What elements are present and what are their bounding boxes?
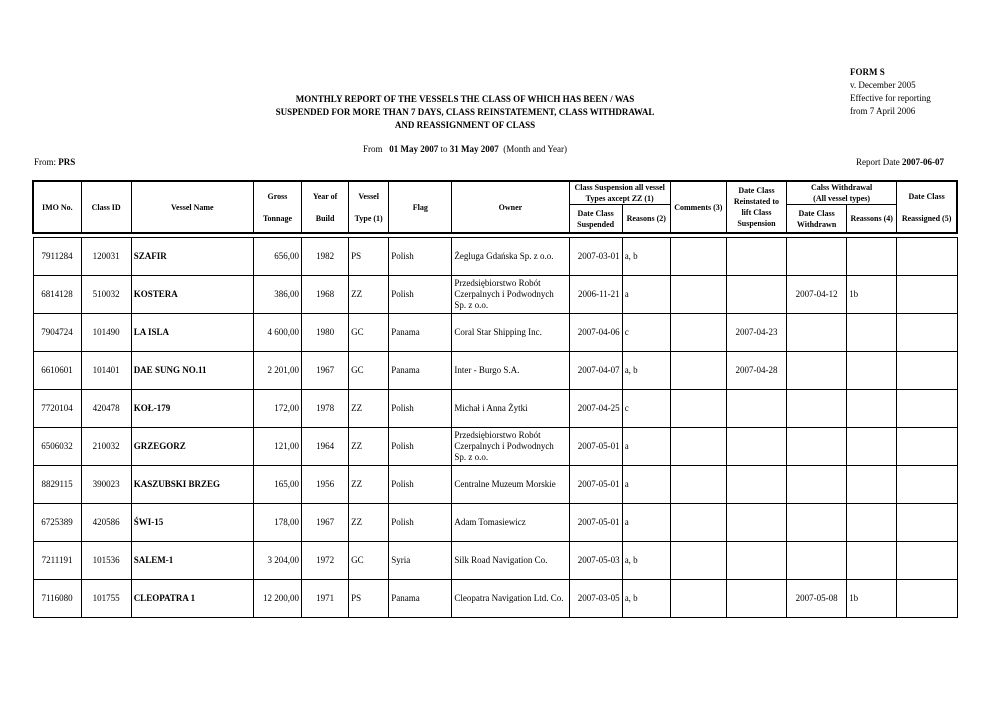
cell-imo: 7904724 bbox=[33, 314, 81, 352]
table-row bbox=[33, 314, 957, 352]
cell-vessel-name: CLEOPATRA 1 bbox=[131, 580, 253, 618]
cell-date-reinstated bbox=[726, 542, 786, 580]
form-info bbox=[850, 66, 931, 118]
cell-imo: 6725389 bbox=[33, 504, 81, 542]
cell-date-reinstated bbox=[726, 276, 786, 314]
cell-class-id: 101401 bbox=[81, 352, 131, 390]
report-title bbox=[200, 93, 730, 132]
cell-reasons-4 bbox=[847, 390, 897, 428]
cell-comments bbox=[670, 542, 726, 580]
cell-owner: Żegluga Gdańska Sp. z o.o. bbox=[452, 238, 569, 276]
cell-vessel-type: PS bbox=[349, 580, 389, 618]
cell-gross-tonnage: 121,00 bbox=[253, 428, 301, 466]
cell-vessel-type: GC bbox=[349, 542, 389, 580]
cell-reasons-4 bbox=[847, 504, 897, 542]
cell-gross-tonnage: 178,00 bbox=[253, 504, 301, 542]
table-row bbox=[33, 542, 957, 580]
table-row bbox=[33, 390, 957, 428]
cell-flag: Panama bbox=[389, 352, 452, 390]
report-date-value: 2007-06-07 bbox=[902, 157, 944, 167]
cell-date-suspended: 2007-05-01 bbox=[569, 466, 622, 504]
cell-date-reassigned bbox=[897, 352, 957, 390]
cell-date-withdrawn bbox=[787, 428, 847, 466]
header-imo: IMO No. bbox=[33, 181, 81, 233]
cell-date-reinstated bbox=[726, 428, 786, 466]
cell-date-reassigned bbox=[897, 276, 957, 314]
header-flag: Flag bbox=[389, 181, 452, 233]
cell-owner: Inter - Burgo S.A. bbox=[452, 352, 569, 390]
cell-reasons-2: a, b bbox=[622, 580, 670, 618]
cell-reasons-2: a, b bbox=[622, 352, 670, 390]
cell-comments bbox=[670, 276, 726, 314]
header-owner: Owner bbox=[452, 181, 569, 233]
cell-gross-tonnage: 165,00 bbox=[253, 466, 301, 504]
cell-flag: Panama bbox=[389, 314, 452, 352]
cell-comments bbox=[670, 466, 726, 504]
report-period bbox=[300, 144, 630, 154]
period-from-label: From bbox=[362, 144, 383, 154]
cell-reasons-4: 1b bbox=[847, 276, 897, 314]
cell-reasons-4: 1b bbox=[847, 580, 897, 618]
form-effective-1: Effective for reporting bbox=[850, 93, 931, 103]
cell-date-withdrawn bbox=[787, 466, 847, 504]
cell-date-reinstated bbox=[726, 390, 786, 428]
cell-owner: Przedsiębiorstwo Robót Czerpalnych i Podwodnych Sp. z o.o. bbox=[452, 276, 569, 314]
cell-vessel-name: KASZUBSKI BRZEG bbox=[131, 466, 253, 504]
header-reasons-4: Reassons (4) bbox=[847, 205, 897, 234]
cell-vessel-type: ZZ bbox=[349, 466, 389, 504]
cell-year: 1968 bbox=[302, 276, 349, 314]
cell-flag: Panama bbox=[389, 580, 452, 618]
cell-date-reinstated bbox=[726, 238, 786, 276]
table-row bbox=[33, 352, 957, 390]
cell-gross-tonnage: 12 200,00 bbox=[253, 580, 301, 618]
form-version: v. December 2005 bbox=[850, 80, 916, 90]
cell-comments bbox=[670, 428, 726, 466]
cell-date-reinstated bbox=[726, 466, 786, 504]
cell-date-suspended: 2006-11-21 bbox=[569, 276, 622, 314]
cell-year: 1972 bbox=[302, 542, 349, 580]
cell-year: 1980 bbox=[302, 314, 349, 352]
cell-flag: Polish bbox=[389, 238, 452, 276]
cell-vessel-type: ZZ bbox=[349, 390, 389, 428]
cell-reasons-2: c bbox=[622, 314, 670, 352]
cell-gross-tonnage: 3 204,00 bbox=[253, 542, 301, 580]
cell-imo: 6814128 bbox=[33, 276, 81, 314]
cell-reasons-4 bbox=[847, 428, 897, 466]
cell-date-reinstated: 2007-04-28 bbox=[726, 352, 786, 390]
cell-vessel-name: DAE SUNG NO.11 bbox=[131, 352, 253, 390]
header-date-suspended: Date Class Suspended bbox=[569, 205, 622, 234]
cell-reasons-2: a, b bbox=[622, 542, 670, 580]
cell-date-suspended: 2007-03-01 bbox=[569, 238, 622, 276]
title-line-1: MONTHLY REPORT OF THE VESSELS THE CLASS OF WHICH HAS BEEN / WAS bbox=[295, 94, 635, 104]
cell-date-suspended: 2007-04-25 bbox=[569, 390, 622, 428]
cell-imo: 6610601 bbox=[33, 352, 81, 390]
cell-comments bbox=[670, 352, 726, 390]
cell-date-withdrawn bbox=[787, 504, 847, 542]
cell-flag: Polish bbox=[389, 504, 452, 542]
from-value: PRS bbox=[58, 157, 76, 167]
cell-reasons-4 bbox=[847, 314, 897, 352]
cell-year: 1967 bbox=[302, 504, 349, 542]
title-line-3: AND REASSIGNMENT OF CLASS bbox=[394, 120, 536, 130]
table-row bbox=[33, 504, 957, 542]
cell-flag: Syria bbox=[389, 542, 452, 580]
cell-date-reinstated: 2007-04-23 bbox=[726, 314, 786, 352]
vessel-rows bbox=[33, 238, 957, 618]
header-class-id: Class ID bbox=[81, 181, 131, 233]
cell-vessel-name: ŚWI-15 bbox=[131, 504, 253, 542]
cell-vessel-type: GC bbox=[349, 314, 389, 352]
cell-gross-tonnage: 172,00 bbox=[253, 390, 301, 428]
cell-date-reassigned bbox=[897, 504, 957, 542]
cell-class-id: 120031 bbox=[81, 238, 131, 276]
cell-reasons-2: a bbox=[622, 428, 670, 466]
cell-imo: 7911284 bbox=[33, 238, 81, 276]
cell-comments bbox=[670, 238, 726, 276]
cell-vessel-type: PS bbox=[349, 238, 389, 276]
cell-reasons-2: a bbox=[622, 466, 670, 504]
cell-flag: Polish bbox=[389, 466, 452, 504]
cell-gross-tonnage: 386,00 bbox=[253, 276, 301, 314]
cell-date-suspended: 2007-05-01 bbox=[569, 504, 622, 542]
table-row bbox=[33, 466, 957, 504]
header-vessel-name: Vessel Name bbox=[131, 181, 253, 233]
cell-reasons-4 bbox=[847, 352, 897, 390]
cell-year: 1982 bbox=[302, 238, 349, 276]
cell-vessel-name: GRZEGORZ bbox=[131, 428, 253, 466]
cell-date-reassigned bbox=[897, 390, 957, 428]
title-line-2: SUSPENDED FOR MORE THAN 7 DAYS, CLASS REINSTATEMENT, CLASS WITHDRAWAL bbox=[275, 107, 655, 117]
cell-flag: Polish bbox=[389, 390, 452, 428]
cell-date-reassigned bbox=[897, 542, 957, 580]
cell-imo: 6506032 bbox=[33, 428, 81, 466]
cell-year: 1978 bbox=[302, 390, 349, 428]
cell-date-suspended: 2007-05-01 bbox=[569, 428, 622, 466]
cell-owner: Cleopatra Navigation Ltd. Co. bbox=[452, 580, 569, 618]
report-date-label: Report Date bbox=[856, 157, 900, 167]
cell-class-id: 420478 bbox=[81, 390, 131, 428]
cell-date-withdrawn bbox=[787, 352, 847, 390]
cell-owner: Coral Star Shipping Inc. bbox=[452, 314, 569, 352]
from-society bbox=[34, 157, 75, 167]
cell-date-withdrawn: 2007-04-12 bbox=[787, 276, 847, 314]
cell-comments bbox=[670, 314, 726, 352]
header-date-withdrawn: Date Class Withdrawn bbox=[787, 205, 847, 234]
from-label: From: bbox=[34, 157, 57, 167]
cell-date-withdrawn: 2007-05-08 bbox=[787, 580, 847, 618]
cell-owner: Centralne Muzeum Morskie bbox=[452, 466, 569, 504]
cell-owner: Michał i Anna Żytki bbox=[452, 390, 569, 428]
cell-date-reinstated bbox=[726, 504, 786, 542]
cell-class-id: 510032 bbox=[81, 276, 131, 314]
cell-date-suspended: 2007-04-07 bbox=[569, 352, 622, 390]
cell-reasons-4 bbox=[847, 238, 897, 276]
cell-date-withdrawn bbox=[787, 238, 847, 276]
cell-imo: 7720104 bbox=[33, 390, 81, 428]
table-row bbox=[33, 238, 957, 276]
cell-year: 1971 bbox=[302, 580, 349, 618]
period-note: (Month and Year) bbox=[503, 144, 568, 154]
cell-reasons-2: a, b bbox=[622, 238, 670, 276]
cell-flag: Polish bbox=[389, 428, 452, 466]
table-row bbox=[33, 580, 957, 618]
cell-date-suspended: 2007-04-06 bbox=[569, 314, 622, 352]
cell-date-suspended: 2007-03-05 bbox=[569, 580, 622, 618]
cell-vessel-type: ZZ bbox=[349, 504, 389, 542]
cell-date-withdrawn bbox=[787, 314, 847, 352]
period-to-label: to bbox=[440, 144, 448, 154]
cell-owner: Przedsiębiorstwo Robót Czerpalnych i Podwodnych Sp. z o.o. bbox=[452, 428, 569, 466]
cell-date-withdrawn bbox=[787, 542, 847, 580]
header-gross-tonnage: Gross Tonnage bbox=[253, 181, 301, 233]
cell-class-id: 101755 bbox=[81, 580, 131, 618]
cell-comments bbox=[670, 580, 726, 618]
cell-comments bbox=[670, 390, 726, 428]
cell-date-reassigned bbox=[897, 466, 957, 504]
cell-comments bbox=[670, 504, 726, 542]
period-to-date: 31 May 2007 bbox=[449, 144, 499, 154]
cell-reasons-2: a bbox=[622, 276, 670, 314]
header-reassigned: Date Class Reassigned (5) bbox=[897, 181, 957, 233]
cell-reasons-2: c bbox=[622, 390, 670, 428]
cell-vessel-name: KOŁ-179 bbox=[131, 390, 253, 428]
cell-date-reassigned bbox=[897, 428, 957, 466]
cell-date-reassigned bbox=[897, 580, 957, 618]
cell-vessel-type: ZZ bbox=[349, 428, 389, 466]
cell-date-suspended: 2007-05-03 bbox=[569, 542, 622, 580]
form-name: FORM S bbox=[850, 67, 885, 77]
cell-imo: 7211191 bbox=[33, 542, 81, 580]
cell-reasons-4 bbox=[847, 542, 897, 580]
cell-vessel-type: GC bbox=[349, 352, 389, 390]
cell-date-reassigned bbox=[897, 238, 957, 276]
vessels-table bbox=[32, 180, 958, 618]
header-reasons-2: Reasons (2) bbox=[622, 205, 670, 234]
cell-vessel-name: LA ISLA bbox=[131, 314, 253, 352]
cell-gross-tonnage: 2 201,00 bbox=[253, 352, 301, 390]
cell-imo: 8829115 bbox=[33, 466, 81, 504]
table-row bbox=[33, 276, 957, 314]
cell-vessel-name: SALEM-1 bbox=[131, 542, 253, 580]
cell-year: 1956 bbox=[302, 466, 349, 504]
cell-owner: Silk Road Navigation Co. bbox=[452, 542, 569, 580]
cell-imo: 7116080 bbox=[33, 580, 81, 618]
header-vessel-type: Vessel Type (1) bbox=[349, 181, 389, 233]
header-suspension-group: Class Suspension all vessel Types axcept ZZ (1) bbox=[569, 181, 670, 205]
cell-reasons-4 bbox=[847, 466, 897, 504]
header-comments: Comments (3) bbox=[670, 181, 726, 233]
cell-year: 1964 bbox=[302, 428, 349, 466]
period-from-date: 01 May 2007 bbox=[389, 144, 439, 154]
table-row bbox=[33, 428, 957, 466]
cell-vessel-name: KOSTERA bbox=[131, 276, 253, 314]
header-withdrawal-group: Calss Withdrawal (All vessel types) bbox=[787, 181, 897, 205]
header-reinstated: Date Class Reinstated to lift Class Suspension bbox=[726, 181, 786, 233]
cell-date-reassigned bbox=[897, 314, 957, 352]
cell-class-id: 420586 bbox=[81, 504, 131, 542]
cell-gross-tonnage: 4 600,00 bbox=[253, 314, 301, 352]
cell-class-id: 101536 bbox=[81, 542, 131, 580]
cell-date-withdrawn bbox=[787, 390, 847, 428]
cell-date-reinstated bbox=[726, 580, 786, 618]
form-effective-2: from 7 April 2006 bbox=[850, 106, 916, 116]
cell-owner: Adam Tomasiewicz bbox=[452, 504, 569, 542]
cell-reasons-2: a bbox=[622, 504, 670, 542]
cell-flag: Polish bbox=[389, 276, 452, 314]
cell-class-id: 390023 bbox=[81, 466, 131, 504]
cell-class-id: 101490 bbox=[81, 314, 131, 352]
cell-year: 1967 bbox=[302, 352, 349, 390]
cell-vessel-name: SZAFIR bbox=[131, 238, 253, 276]
report-date bbox=[856, 157, 944, 167]
header-year: Year of Build bbox=[302, 181, 349, 233]
cell-gross-tonnage: 656,00 bbox=[253, 238, 301, 276]
cell-vessel-type: ZZ bbox=[349, 276, 389, 314]
cell-class-id: 210032 bbox=[81, 428, 131, 466]
